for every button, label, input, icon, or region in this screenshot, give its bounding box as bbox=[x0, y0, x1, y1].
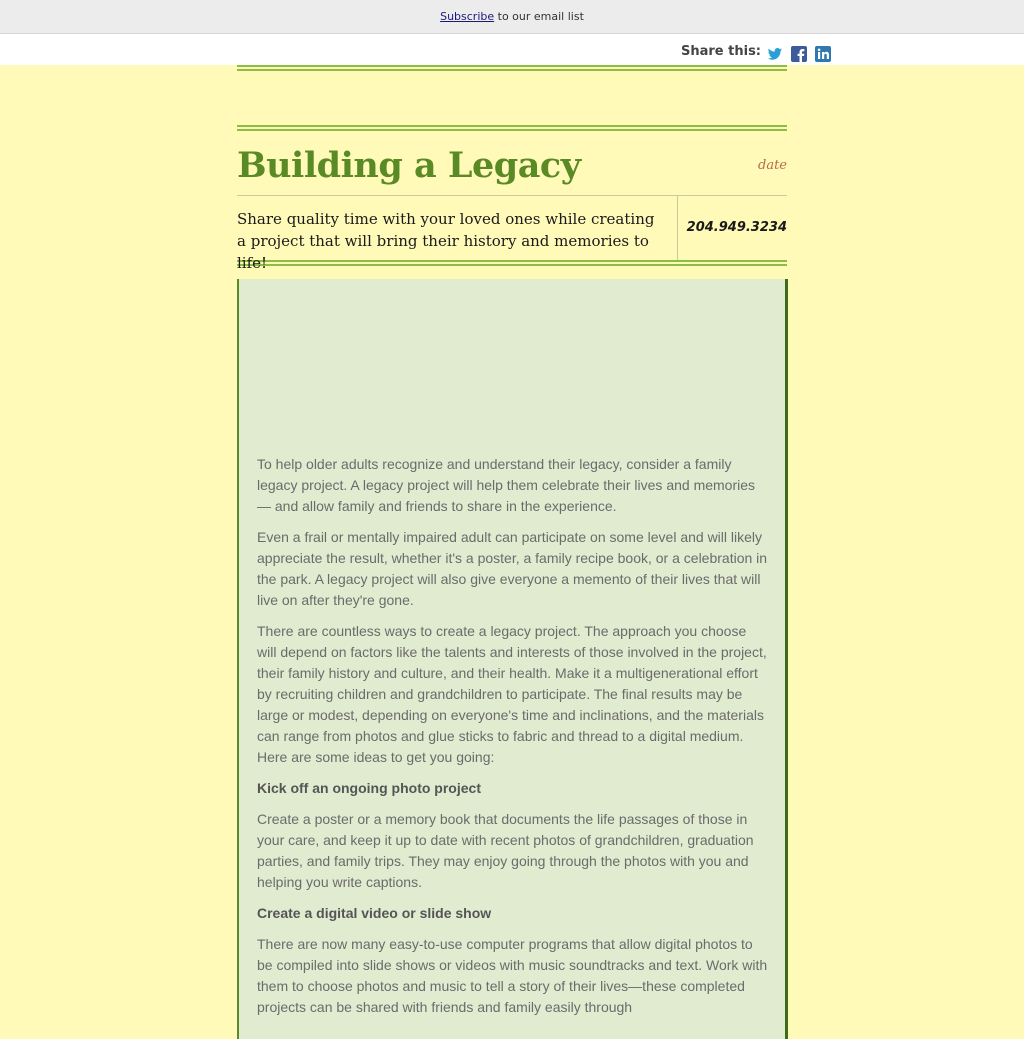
paragraph-frail-adults: Even a frail or mentally impaired adult can participate on some level and will likely appreciate the result, whether it's a poster, a family recipe book, or a celebration in the park. A legacy project will also give everyone a memento of their lives that will live on after they're gone. bbox=[257, 529, 768, 608]
share-label: Share this: bbox=[681, 44, 762, 59]
subscribe-text: to our email list bbox=[497, 10, 584, 23]
subheading-photo-project: Kick off an ongoing photo project bbox=[257, 780, 481, 796]
paragraph-intro: To help older adults recognize and understand their legacy, consider a family legacy project. A legacy project will help them celebrate their lives and memories — and allow family and friends to share in the experience. bbox=[257, 456, 756, 514]
linkedin-icon[interactable] bbox=[815, 46, 831, 62]
paragraph-photo-project: Create a poster or a memory book that documents the life passages of those in your care, and keep it up to date with recent photos of grandchildren, graduation parties, and family trips. They may enjoy going through the photos with you and helping you write captions. bbox=[257, 811, 754, 890]
paragraph-ways: There are countless ways to create a legacy project. The approach you choose will depend on factors like the talents and interests of those involved in the project, their family history and culture, and their health. Make it a multigenerational effort by recruiting children and grandchildren to participate. The final results may be large or modest, depending on everyone's time and inclinations, and the materials can range from photos and glue sticks to fabric and thread to a digital medium. Here are some ideas to get you going: bbox=[257, 623, 767, 765]
article-body bbox=[257, 454, 769, 1028]
twitter-icon[interactable] bbox=[767, 46, 783, 62]
title-row bbox=[237, 131, 787, 195]
header-spacer bbox=[237, 71, 787, 125]
phone-number: 204.949.3234 bbox=[686, 220, 787, 235]
subscribe-bar bbox=[0, 0, 1024, 34]
article-panel bbox=[237, 279, 788, 1039]
subheading-video: Create a digital video or slide show bbox=[257, 905, 492, 921]
header-container bbox=[237, 65, 787, 272]
facebook-icon[interactable] bbox=[791, 46, 807, 62]
tagline: Share quality time with your loved ones while creating a project that will bring their history and memories to life! bbox=[237, 210, 655, 272]
page-title: Building a Legacy bbox=[237, 145, 581, 186]
paragraph-video: There are now many easy-to-use computer programs that allow digital photos to be compiled into slide shows or videos with music soundtracks and text. Work with them to choose photos and music to tell a story of their lives—these completed projects can be shared with friends and family easily through bbox=[257, 936, 768, 1015]
vertical-divider bbox=[677, 196, 678, 260]
issue-date: date bbox=[758, 158, 787, 173]
subscribe-link[interactable]: Subscribe bbox=[440, 10, 495, 23]
tagline-row bbox=[237, 195, 787, 272]
share-bar bbox=[0, 34, 1024, 65]
